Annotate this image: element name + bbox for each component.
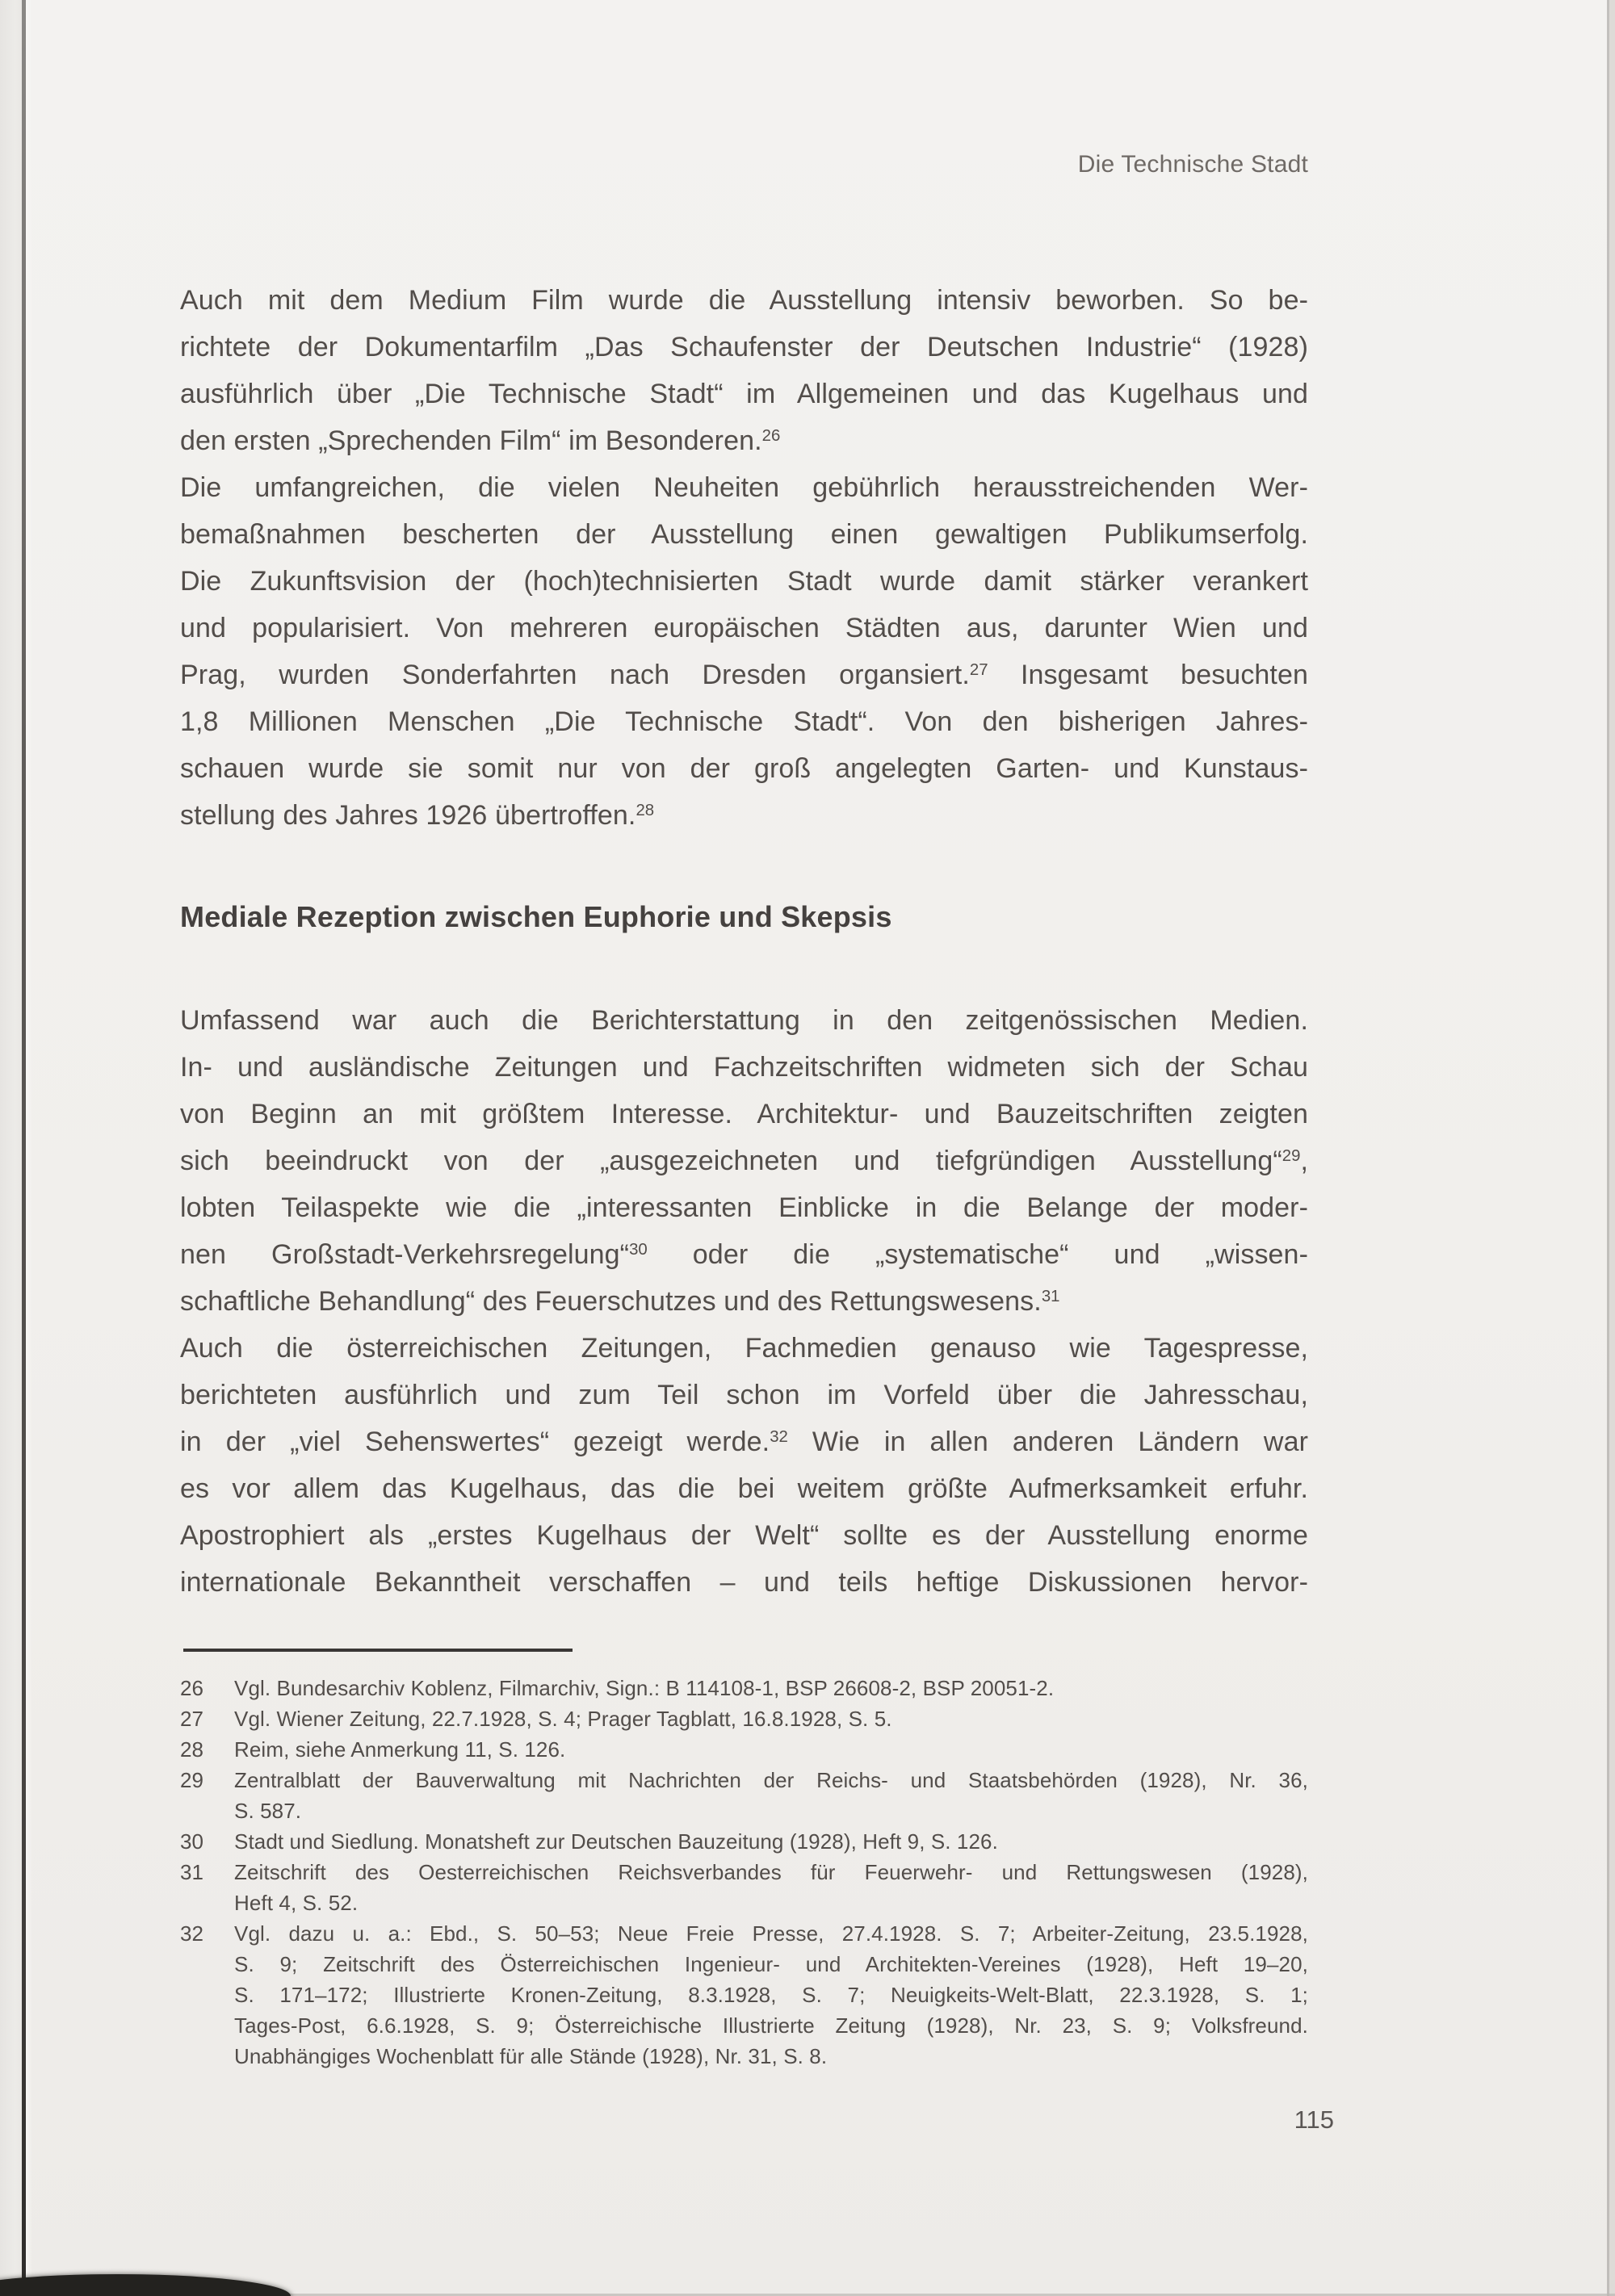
text-line: bemaßnahmen bescherten der Ausstellung einen gewaltigen Publikumserfolg.: [180, 519, 1308, 550]
text-line: von Beginn an mit größtem Interesse. Architektur- und Bauzeitschriften zeigten: [180, 1099, 1308, 1129]
text-line: 1,8 Millionen Menschen „Die Technische Stadt“. Von den bisherigen Jahres-: [180, 706, 1308, 737]
footnote-item: [180, 1918, 1308, 2072]
paragraph: [180, 997, 1308, 1325]
footnote-item: [180, 1765, 1308, 1826]
footnote-line: Zeitschrift des Oesterreichischen Reichsverbandes für Feuerwehr- und Rettungswesen (1928),: [234, 1860, 1308, 1884]
text-line: Apostrophiert als „erstes Kugelhaus der Welt“ sollte es der Ausstellung enorme: [180, 1520, 1308, 1551]
text-line: stellung des Jahres 1926 übertroffen.$^{28}$: [180, 800, 655, 831]
footnote-number: 27: [180, 1707, 203, 1731]
footnote-text: [234, 1734, 1308, 1765]
footnote-reference: 27: [969, 660, 988, 679]
paragraph: [180, 277, 1308, 464]
footnote-line: Tages-Post, 6.6.1928, S. 9; Österreichische Illustrierte Zeitung (1928), Nr. 23, S. 9; Volksfreund.: [234, 2013, 1308, 2038]
text-line: Umfassend war auch die Berichterstattung in den zeitgenössischen Medien.: [180, 1005, 1308, 1036]
text-line: den ersten „Sprechenden Film“ im Besonderen.$^{26}$: [180, 425, 781, 456]
footnote-number: 30: [180, 1829, 203, 1854]
text-line: sich beeindruckt von der „ausgezeichneten und tiefgründigen Ausstellung“$^{29}$,: [180, 1146, 1308, 1176]
footnote-line: Heft 4, S. 52.: [234, 1891, 359, 1915]
text-line: Die umfangreichen, die vielen Neuheiten gebührlich herausstreichenden Wer-: [180, 472, 1308, 503]
footnote-separator: [183, 1649, 573, 1652]
right-page-edge: [1609, 0, 1615, 2296]
text-line: internationale Bekanntheit verschaffen – und teils heftige Diskussionen hervor-: [180, 1567, 1308, 1598]
footnote-number: 31: [180, 1860, 203, 1884]
body-text-block-2: [180, 997, 1308, 1606]
footnote-text: [234, 1765, 1308, 1826]
footnote-reference: 32: [770, 1427, 788, 1446]
footnote-line: S. 9; Zeitschrift des Österreichischen Ingenieur- und Architekten-Vereines (1928), Heft 19–20,: [234, 1952, 1308, 1976]
footnote-reference: 26: [761, 426, 781, 445]
footnote-line: S. 171–172; Illustrierte Kronen-Zeitung, 8.3.1928, S. 7; Neuigkeits-Welt-Blatt, 22.3.1928, S. 1;: [234, 1983, 1308, 2007]
page-number: 115: [1294, 2105, 1334, 2134]
text-line: Auch mit dem Medium Film wurde die Ausstellung intensiv beworben. So be-: [180, 285, 1308, 316]
paragraph: [180, 464, 1308, 839]
text-line: Prag, wurden Sonderfahrten nach Dresden organsiert.$^{27}$ Insgesamt besuchten: [180, 660, 1308, 690]
text-line: nen Großstadt-Verkehrsregelung“$^{30}$ oder die „systematische“ und „wissen-: [180, 1239, 1308, 1270]
page-edge-highlight: [26, 0, 32, 2296]
footnote-text: [234, 1826, 1308, 1857]
footnote-line: Vgl. Bundesarchiv Koblenz, Filmarchiv, Sign.: B 114108-1, BSP 26608-2, BSP 20051-2.: [234, 1676, 1055, 1700]
footnote-reference: 28: [636, 801, 655, 819]
footnote-text: [234, 1673, 1308, 1703]
section-heading: Mediale Rezeption zwischen Euphorie und Skepsis: [180, 900, 892, 933]
footnote-reference: 29: [1282, 1146, 1301, 1165]
footnote-item: [180, 1703, 1308, 1734]
text-line: schaftliche Behandlung“ des Feuerschutzes und des Rettungswesens.$^{31}$: [180, 1286, 1060, 1317]
text-line: und popularisiert. Von mehreren europäischen Städten aus, darunter Wien und: [180, 613, 1308, 643]
footnote-item: [180, 1734, 1308, 1765]
text-line: Auch die österreichischen Zeitungen, Fachmedien genauso wie Tagespresse,: [180, 1333, 1308, 1364]
footnote-number: 29: [180, 1768, 203, 1792]
footnote-line: Vgl. dazu u. a.: Ebd., S. 50–53; Neue Freie Presse, 27.4.1928. S. 7; Arbeiter-Zeitung, 23.5.1928,: [234, 1921, 1308, 1946]
footnote-line: S. 587.: [234, 1799, 302, 1823]
text-line: richtete der Dokumentarfilm „Das Schaufenster der Deutschen Industrie“ (1928): [180, 332, 1308, 362]
footnote-number: 26: [180, 1676, 203, 1700]
footnote-text: [234, 1703, 1308, 1734]
footnote-reference: 30: [629, 1240, 648, 1259]
running-header: Die Technische Stadt: [1077, 151, 1308, 178]
footnotes: [180, 1673, 1308, 2072]
footnote-number: 28: [180, 1737, 203, 1762]
footnote-number: 32: [180, 1921, 203, 1946]
footnote-item: [180, 1826, 1308, 1857]
footnote-item: [180, 1673, 1308, 1703]
text-line: berichteten ausführlich und zum Teil schon im Vorfeld über die Jahresschau,: [180, 1380, 1308, 1410]
footnote-line: Vgl. Wiener Zeitung, 22.7.1928, S. 4; Prager Tagblatt, 16.8.1928, S. 5.: [234, 1707, 892, 1731]
footnote-text: [234, 1857, 1308, 1918]
text-line: schauen wurde sie somit nur von der groß angelegten Garten- und Kunstaus-: [180, 753, 1308, 784]
text-line: in der „viel Sehenswertes“ gezeigt werde.$^{32}$ Wie in allen anderen Ländern war: [180, 1427, 1308, 1457]
text-line: ausführlich über „Die Technische Stadt“ im Allgemeinen und das Kugelhaus und: [180, 379, 1308, 409]
footnote-line: Unabhängiges Wochenblatt für alle Stände (1928), Nr. 31, S. 8.: [234, 2044, 828, 2068]
footnote-reference: 31: [1041, 1287, 1060, 1305]
footnote-line: Reim, siehe Anmerkung 11, S. 126.: [234, 1737, 566, 1762]
footnote-text: [234, 1918, 1308, 2072]
text-line: Die Zukunftsvision der (hoch)technisierten Stadt wurde damit stärker verankert: [180, 566, 1308, 597]
text-line: In- und ausländische Zeitungen und Fachzeitschriften widmeten sich der Schau: [180, 1052, 1308, 1083]
text-line: lobten Teilaspekte wie die „interessanten Einblicke in die Belange der moder-: [180, 1192, 1308, 1223]
page-gutter-shadow: [0, 0, 22, 2296]
text-line: es vor allem das Kugelhaus, das die bei weitem größte Aufmerksamkeit erfuhr.: [180, 1473, 1308, 1504]
footnote-item: [180, 1857, 1308, 1918]
paragraph: [180, 1325, 1308, 1606]
footnote-line: Zentralblatt der Bauverwaltung mit Nachrichten der Reichs- und Staatsbehörden (1928), Nr. 36,: [234, 1768, 1308, 1792]
text-column: [180, 0, 1334, 2296]
footnote-line: Stadt und Siedlung. Monatsheft zur Deutschen Bauzeitung (1928), Heft 9, S. 126.: [234, 1829, 998, 1854]
right-page-edge-line: [1607, 0, 1609, 2296]
body-text-block-1: [180, 277, 1308, 839]
